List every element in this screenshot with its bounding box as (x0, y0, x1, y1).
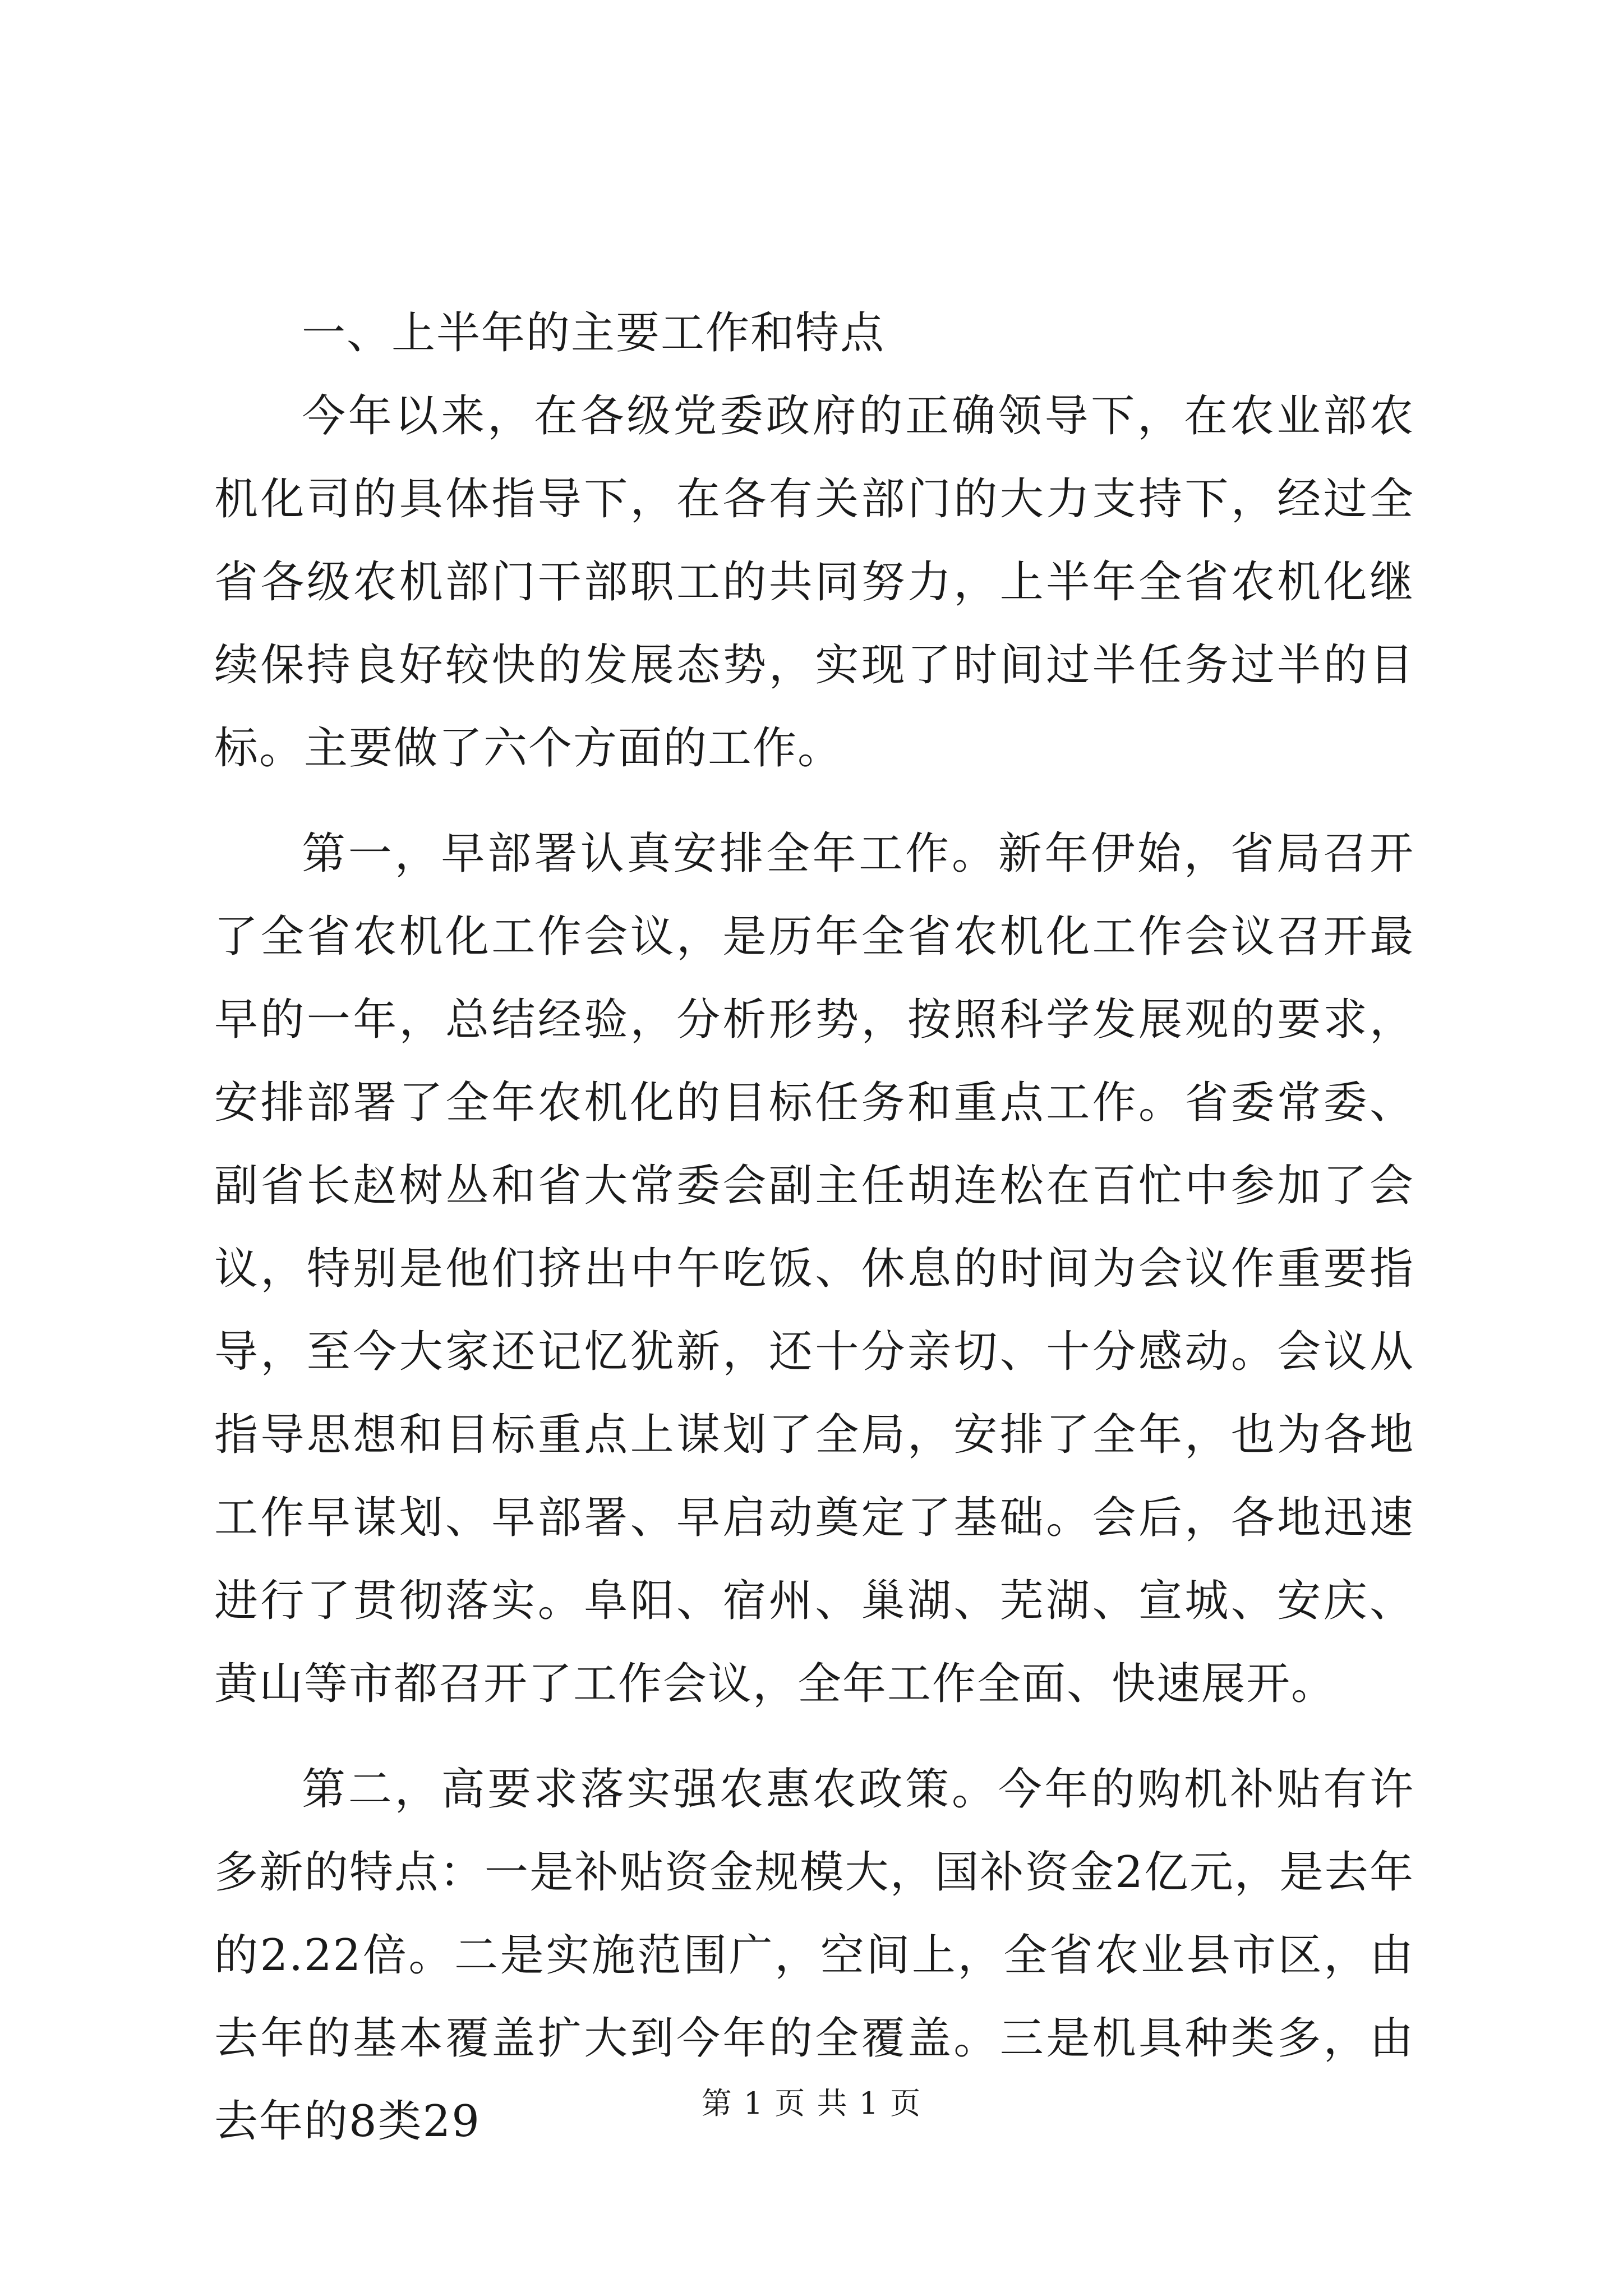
paragraph-second-point: 第二，高要求落实强农惠农政策。今年的购机补贴有许多新的特点：一是补贴资金规模大，国补资金2亿元，是去年的2.22倍。二是实施范围广，空间上，全省农业县市区，由去年的基本覆盖扩大到今年的全覆盖。三是机具种类多，由去年的8类29 (214, 1764, 1414, 2147)
paragraph-intro: 今年以来，在各级党委政府的正确领导下，在农业部农机化司的具体指导下，在各有关部门的大力支持下，经过全省各级农机部门干部职工的共同努力，上半年全省农机化继续保持良好较快的发展态势，实现了时间过半任务过半的目标。主要做了六个方面的工作。 (214, 391, 1414, 774)
document-body (214, 292, 1414, 2163)
paragraph-first-point: 第一，早部署认真安排全年工作。新年伊始，省局召开了全省农机化工作会议，是历年全省农机化工作会议召开最早的一年，总结经验，分析形势，按照科学发展观的要求，安排部署了全年农机化的目标任务和重点工作。省委常委、副省长赵树丛和省大常委会副主任胡连松在百忙中参加了会议，特别是他们挤出中午吃饭、休息的时间为会议作重要指导，至今大家还记忆犹新，还十分亲切、十分感动。会议从指导思想和目标重点上谋划了全局，安排了全年，也为各地工作早谋划、早部署、早启动奠定了基础。会后，各地迅速进行了贯彻落实。阜阳、宿州、巢湖、芜湖、宣城、安庆、黄山等市都召开了工作会议，全年工作全面、快速展开。 (214, 829, 1414, 1709)
section-heading: 一、上半年的主要工作和特点 (302, 308, 886, 358)
page-footer: 第 1 页 共 1 页 (701, 2086, 922, 2121)
